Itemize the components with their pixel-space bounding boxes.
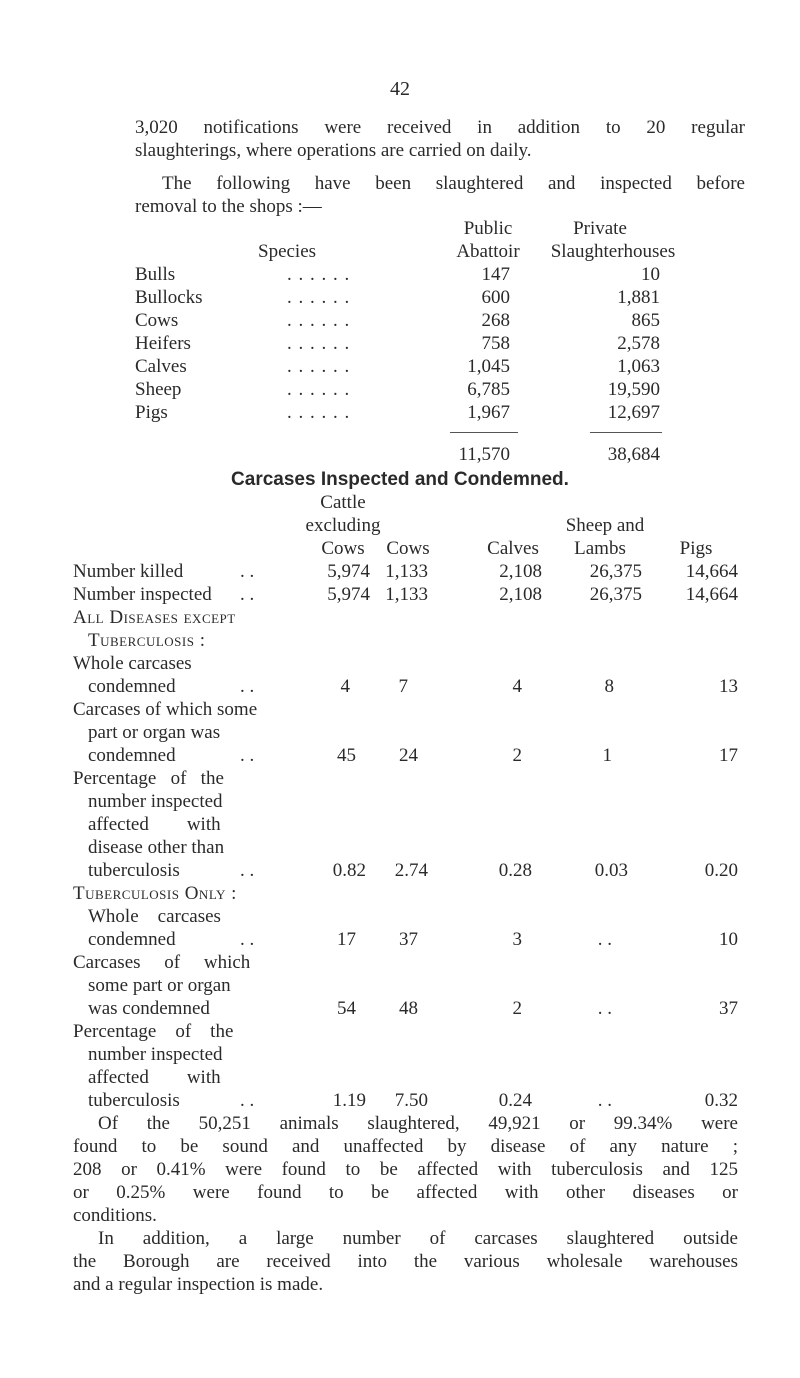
leader-dots: . .	[240, 860, 255, 881]
leader-dots: . . . . . .	[287, 287, 351, 308]
value-calves: 2,108	[499, 584, 542, 605]
row-pct-label-1: Percentage of the	[73, 768, 224, 789]
value-pigs: 14,664	[685, 584, 738, 605]
public-value: 1,967	[467, 402, 510, 423]
leader-dots: . .	[240, 561, 255, 582]
col-public-2: Abattoir	[456, 241, 520, 262]
value-cows: 2.74	[394, 860, 428, 881]
leader-dots: . . . . . .	[287, 310, 351, 331]
value-calves: 2	[512, 745, 522, 766]
value-sheep: 26,375	[589, 584, 642, 605]
value-cattle: 45	[337, 745, 356, 766]
private-value: 12,697	[607, 402, 660, 423]
leader-dots: . .	[240, 584, 255, 605]
intro-line-2: slaughterings, where operations are carried on daily.	[135, 140, 532, 161]
col-cows: Cows	[386, 538, 430, 559]
value-cattle: 0.82	[332, 860, 366, 881]
value-cattle: 5,974	[327, 584, 370, 605]
value-calves: 4	[512, 676, 522, 697]
leader-dots: . .	[240, 929, 255, 950]
leader-dots: . . . . . .	[287, 379, 351, 400]
public-value: 1,045	[467, 356, 510, 377]
leader-dots: . .	[240, 1090, 255, 1111]
leader-dots: . .	[240, 745, 255, 766]
row-tb-whole-label-1: Whole carcases	[88, 906, 221, 927]
col-calves: Calves	[487, 538, 539, 559]
col-sheep-2: Lambs	[574, 538, 626, 559]
row-tb-part-label-3: was condemned	[88, 998, 210, 1019]
row-number-killed-label: Number killed	[73, 561, 184, 582]
row-tb-part-label-2: some part or organ	[88, 975, 231, 996]
closing-line-2: found to be sound and unaffected by disease of any nature ;	[73, 1136, 738, 1157]
value-sheep: . .	[597, 929, 612, 950]
value-sheep: 26,375	[589, 561, 642, 582]
species-label: Cows	[135, 310, 179, 331]
value-cows: 1,133	[385, 584, 428, 605]
section-tb-only: Tuberculosis Only :	[73, 883, 237, 904]
private-value: 1,063	[617, 356, 660, 377]
col-sheep-1: Sheep and	[565, 515, 645, 536]
closing-line-8: and a regular inspection is made.	[73, 1274, 324, 1295]
value-cows: 7	[398, 676, 408, 697]
col-species: Species	[258, 241, 317, 262]
public-value: 758	[481, 333, 510, 354]
row-pct-label-4: disease other than	[88, 837, 225, 858]
value-sheep: 0.03	[594, 860, 628, 881]
value-sheep: 1	[602, 745, 612, 766]
row-whole-label-2: condemned	[88, 676, 176, 697]
value-cattle: 1.19	[332, 1090, 366, 1111]
value-pigs: 0.20	[704, 860, 738, 881]
row-part-label-3: condemned	[88, 745, 176, 766]
public-value: 6,785	[467, 379, 510, 400]
value-pigs: 14,664	[685, 561, 738, 582]
page-number: 42	[390, 78, 410, 100]
closing-line-3: 208 or 0.41% were found to be affected with tuberculosis and 125	[73, 1159, 738, 1180]
row-whole-label-1: Whole carcases	[73, 653, 192, 674]
leader-dots: . . . . . .	[287, 402, 351, 423]
value-cows: 1,133	[385, 561, 428, 582]
row-part-label-2: part or organ was	[88, 722, 221, 743]
row-pct-label-3: affected with	[88, 814, 221, 835]
closing-line-6: In addition, a large number of carcases slaughtered outside	[98, 1228, 738, 1249]
value-cows: 37	[399, 929, 418, 950]
row-number-inspected-label: Number inspected	[73, 584, 212, 605]
value-calves: 0.24	[498, 1090, 532, 1111]
row-tb-pct-label-4: tuberculosis	[88, 1090, 180, 1111]
closing-line-4: or 0.25% were found to be affected with other diseases or	[73, 1182, 738, 1203]
total-private: 38,684	[607, 444, 660, 465]
section-all-diseases-2: Tuberculosis :	[88, 630, 206, 651]
row-pct-label-2: number inspected	[88, 791, 223, 812]
row-tb-part-label-1: Carcases of which	[73, 952, 251, 973]
value-pigs: 37	[719, 998, 738, 1019]
leader-dots: . . . . . .	[287, 333, 351, 354]
closing-line-5: conditions.	[73, 1205, 157, 1226]
private-value: 2,578	[617, 333, 660, 354]
value-cows: 24	[399, 745, 418, 766]
value-cows: 48	[399, 998, 418, 1019]
section-all-diseases: All Diseases except	[73, 607, 236, 628]
intro-line-3: The following have been slaughtered and inspected before	[162, 173, 745, 194]
private-value: 865	[631, 310, 660, 331]
private-value: 1,881	[617, 287, 660, 308]
col-cattle-3: Cows	[321, 538, 365, 559]
row-tb-pct-label-2: number inspected	[88, 1044, 223, 1065]
col-public-1: Public	[463, 218, 513, 239]
public-value: 268	[481, 310, 510, 331]
value-cows: 7.50	[394, 1090, 428, 1111]
col-private-2: Slaughterhouses	[550, 241, 676, 262]
private-value: 19,590	[607, 379, 660, 400]
carcase-heading: Carcases Inspected and Condemned.	[231, 469, 569, 490]
leader-dots: . .	[240, 676, 255, 697]
value-calves: 2	[512, 998, 522, 1019]
closing-line-1: Of the 50,251 animals slaughtered, 49,921 or 99.34% were	[98, 1113, 738, 1134]
value-cattle: 5,974	[327, 561, 370, 582]
species-label: Bullocks	[135, 287, 203, 308]
species-label: Heifers	[135, 333, 191, 354]
value-calves: 3	[512, 929, 522, 950]
value-sheep: 8	[604, 676, 614, 697]
total-rule-private	[590, 432, 662, 433]
col-cattle-1: Cattle	[320, 492, 366, 513]
col-cattle-2: excluding	[305, 515, 381, 536]
row-tb-pct-label-3: affected with	[88, 1067, 221, 1088]
row-part-label-1: Carcases of which some	[73, 699, 258, 720]
value-pigs: 0.32	[704, 1090, 738, 1111]
value-calves: 0.28	[498, 860, 532, 881]
public-value: 600	[481, 287, 510, 308]
total-rule-public	[450, 432, 518, 433]
intro-line-1: 3,020 notifications were received in addition to 20 regular	[135, 117, 745, 138]
species-label: Bulls	[135, 264, 176, 285]
value-cattle: 4	[340, 676, 350, 697]
value-pigs: 17	[719, 745, 738, 766]
total-public: 11,570	[458, 444, 510, 465]
value-cattle: 54	[337, 998, 356, 1019]
leader-dots: . . . . . .	[287, 264, 351, 285]
row-pct-label-5: tuberculosis	[88, 860, 180, 881]
public-value: 147	[481, 264, 510, 285]
row-tb-whole-label-2: condemned	[88, 929, 176, 950]
leader-dots: . . . . . .	[287, 356, 351, 377]
species-label: Calves	[135, 356, 187, 377]
value-pigs: 10	[719, 929, 738, 950]
private-value: 10	[641, 264, 660, 285]
closing-line-7: the Borough are received into the various wholesale warehouses	[73, 1251, 738, 1272]
value-sheep: . .	[597, 998, 612, 1019]
col-pigs: Pigs	[679, 538, 713, 559]
row-tb-pct-label-1: Percentage of the	[73, 1021, 234, 1042]
species-label: Pigs	[135, 402, 168, 423]
value-pigs: 13	[719, 676, 738, 697]
value-calves: 2,108	[499, 561, 542, 582]
col-private-1: Private	[573, 218, 627, 239]
species-label: Sheep	[135, 379, 182, 400]
value-cattle: 17	[337, 929, 356, 950]
value-sheep: . .	[597, 1090, 612, 1111]
intro-line-4: removal to the shops :—	[135, 196, 322, 217]
